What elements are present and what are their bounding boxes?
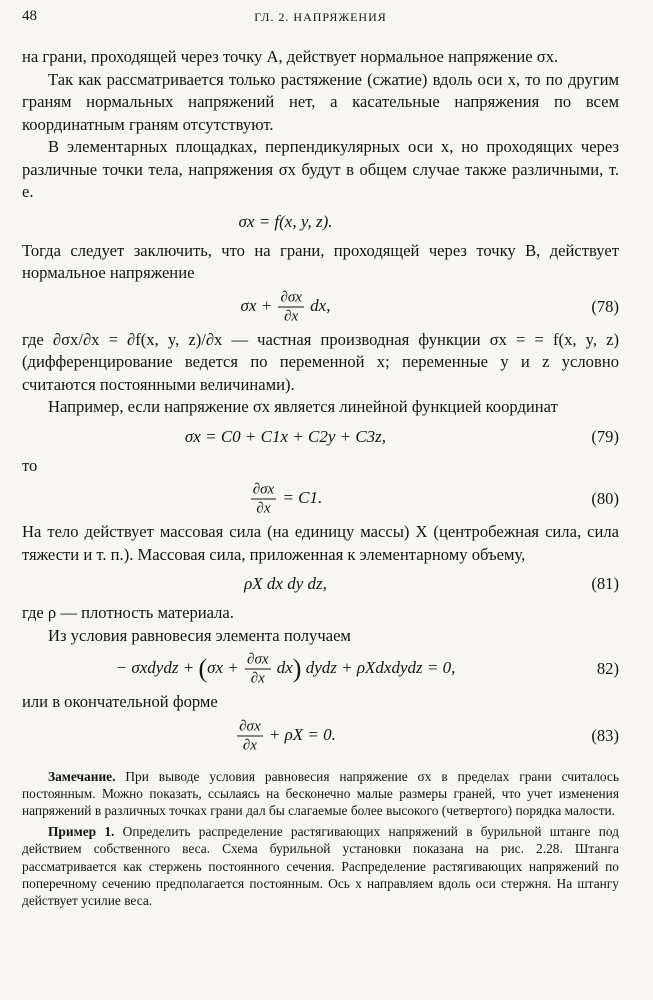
equation-number: (80): [591, 489, 619, 508]
eq-rhs: = C1.: [282, 487, 323, 507]
paragraph: где ρ — плотность материала.: [22, 603, 234, 622]
note-text: При выводе условия равновесия напряжение σx в пределах грани считалось постоянным. Можно показать, ссылаясь на бесконечно малые размеры граней, что учет изменения напряжений в различных точках грани дал бы слагаемые более высокого (четвертого) порядка малости.: [22, 768, 619, 818]
equation-number: (83): [591, 725, 619, 745]
small-print-section: [22, 768, 619, 910]
running-head: ГЛ. 2. НАПРЯЖЕНИЯ: [254, 10, 387, 24]
equation-81: [22, 566, 619, 602]
equation-expression: σx = C0 + C1x + C2y + C3z,: [184, 426, 387, 446]
close-paren: ): [292, 654, 302, 683]
eq-mid: dx: [276, 657, 293, 677]
equation-number: (81): [591, 574, 619, 593]
paragraph: где ∂σx/∂x = ∂f(x, y, z)/∂x — частная производная функции σx = = f(x, y, z) (дифференцирование ведется по переменной x; переменные y и z условно считаются постоянными величинами).: [22, 329, 619, 394]
fraction: [245, 651, 270, 688]
eq-rhs: dydz + ρXdxdydz = 0,: [305, 657, 456, 677]
paragraph: то: [22, 455, 38, 475]
equation-expression: [22, 288, 549, 325]
paragraph: Например, если напряжение σx является линейной функцией координат: [48, 397, 558, 416]
note-label: Замечание.: [48, 768, 116, 784]
denominator: ∂x: [250, 670, 265, 687]
denominator: ∂x: [284, 308, 299, 324]
paragraph: Так как рассматривается только растяжение (сжатие) вдоль оси x, то по другим граням нормальных напряжений нет, а касательные напряжения по всем координатным граням отсутствуют.: [22, 69, 619, 134]
paragraph: Из условия равновесия элемента получаем: [48, 625, 351, 645]
fraction: [278, 288, 303, 325]
numerator: ∂σx: [239, 718, 261, 734]
equation-79: [22, 419, 619, 455]
eq-lhs: σx +: [240, 295, 273, 315]
denominator: ∂x: [256, 500, 271, 517]
eq-mid: σx +: [207, 657, 239, 677]
fraction: [251, 481, 276, 518]
paragraph: на грани, проходящей через точку A, действует нормальное напряжение σx.: [22, 47, 559, 66]
note-paragraph: [22, 768, 619, 820]
equation-78: [22, 285, 619, 329]
numerator: ∂σx: [280, 289, 302, 305]
numerator: ∂σx: [247, 651, 269, 668]
equation-expression: [22, 481, 549, 518]
equation-80: [22, 477, 619, 521]
equation-82: [22, 647, 619, 691]
equation-83: [22, 714, 619, 758]
paragraph: На тело действует массовая сила (на единицу массы) X (центробежная сила, сила тяжести и т. п.). Массовая сила, приложенная к элементарному объему,: [22, 522, 619, 564]
equation-number: (78): [591, 296, 619, 316]
denominator: ∂x: [242, 737, 257, 753]
equation-expression: σx = f(x, y, z).: [238, 211, 333, 231]
equation-expression: [22, 717, 549, 754]
example-text: Определить распределение растягивающих напряжений в бурильной штанге под действием собственного веса. Схема бурильной установки показана на рис. 2.28. Штанга рассматривается как стержень постоянного сечения. Распределение растягивающих напряжений по поперечному сечению предполагается постоянным. Ось x направляем вдоль оси стержня. На штангу действует усилие веса.: [22, 824, 619, 908]
example-label: Пример 1.: [48, 824, 115, 840]
equation-expression: [22, 651, 549, 688]
example-paragraph: [22, 823, 619, 909]
equation-sigma-f: [22, 204, 619, 240]
numerator: ∂σx: [252, 481, 275, 498]
page-header: [22, 8, 619, 28]
equation-number: (79): [591, 426, 619, 446]
fraction: [237, 717, 262, 754]
paragraph: В элементарных площадках, перпендикулярных оси x, но проходящих через различные точки тела, напряжения σx будут в общем случае также различными, т. е.: [22, 137, 619, 201]
eq-rhs: dx,: [310, 295, 331, 315]
eq-lhs: − σxdydz +: [115, 657, 195, 677]
paragraph: Тогда следует заключить, что на грани, проходящей через точку B, действует нормальное напряжение: [22, 240, 619, 282]
open-paren: (: [198, 654, 208, 683]
equation-number: 82): [596, 659, 619, 678]
eq-rhs: + ρX = 0.: [268, 724, 336, 744]
equation-expression: ρX dx dy dz,: [244, 574, 327, 593]
page-number: 48: [22, 8, 37, 24]
page-body: [22, 46, 619, 909]
paragraph: или в окончательной форме: [22, 692, 218, 711]
